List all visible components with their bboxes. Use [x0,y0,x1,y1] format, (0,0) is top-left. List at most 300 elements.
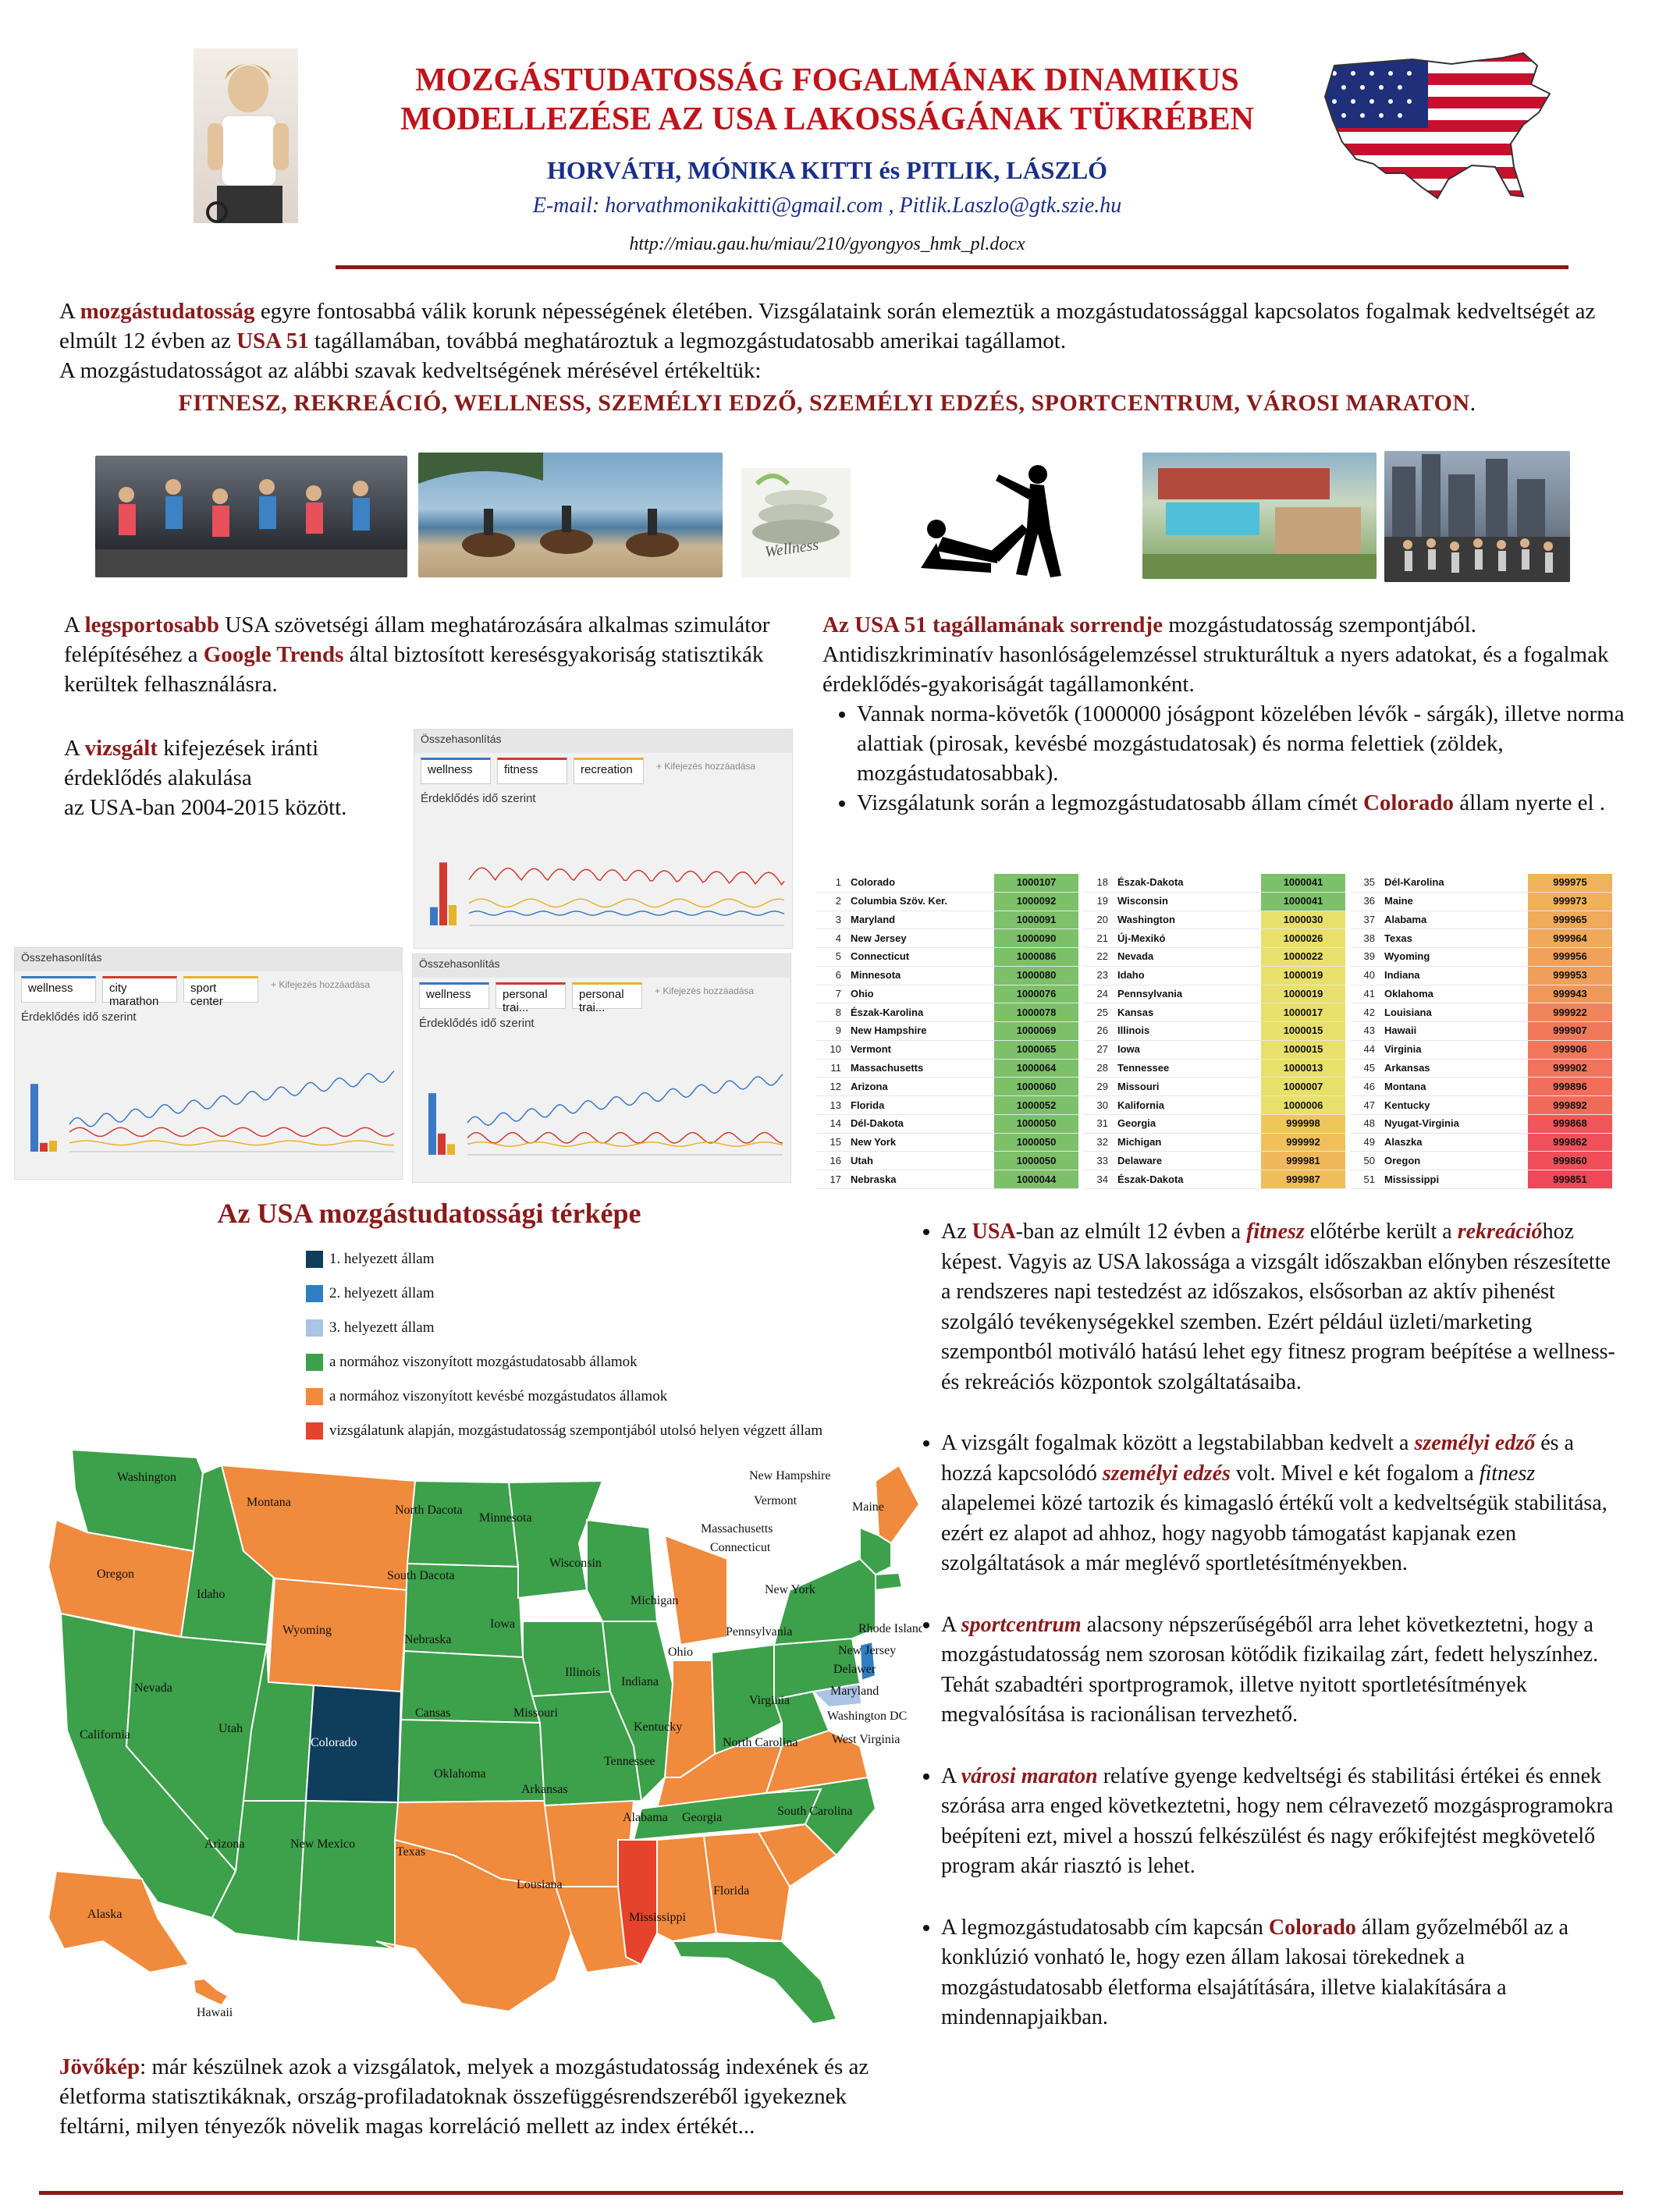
score: 1000030 [1261,911,1345,929]
score: 1000086 [994,948,1078,967]
rank-number: 36 [1350,892,1380,911]
ranking-row [1083,892,1345,911]
rank-number: 20 [1083,911,1113,929]
state-name: New Hampshire [846,1022,994,1041]
label-georgia: Georgia [682,1811,723,1824]
score: 999965 [1528,911,1612,929]
rank-number: 14 [816,1114,846,1133]
state-mississippi [618,1840,657,1965]
ranking-row [816,1078,1078,1096]
chip[interactable]: personal trai... [496,982,566,1009]
label-indiana: Indiana [621,1675,659,1688]
text: A vizsgált fogalmak között a legstabilabban kedvelt a [941,1431,1415,1455]
state-name: Utah [846,1152,994,1170]
ranking-row [1083,911,1345,929]
average-bar [449,905,456,925]
score: 999902 [1528,1059,1612,1078]
state-name: Missouri [1113,1078,1261,1096]
label-rhode-island: Rhode Island [858,1622,922,1635]
ranking-row [816,1040,1078,1059]
ranking-row [816,1022,1078,1041]
state-name: Oregon [1380,1152,1528,1170]
ranking-row [816,929,1078,948]
rank-number: 26 [1083,1022,1113,1041]
label-hawaii: Hawaii [197,2006,233,2019]
state-name: Virginia [1380,1040,1528,1059]
score: 999992 [1261,1133,1345,1152]
score: 1000007 [1261,1078,1345,1096]
label-nevada: Nevada [134,1681,172,1695]
legend-swatch [306,1285,323,1302]
score: 999896 [1528,1078,1612,1096]
chart-label: Érdeklődés idő szerint [419,1017,535,1030]
ranking-row [1083,1059,1345,1078]
conclusions [913,1217,1623,2033]
text: alacsony népszerűségéből arra lehet következtetni, hogy a mozgástudatosság nem szorosan kötődik fizikailag zárt, fedett helyszínhez. Tehát szabadtéri sportprogramok, illetve nyitott sportletésítmények megvalósítása is racionálisan tervezhető. [941,1612,1599,1727]
title-line-2: MODELLEZÉSE AZ USA LAKOSSÁGÁNAK TÜKRÉBEN [400,101,1254,137]
rank-number: 6 [816,966,846,985]
ranking-row [1350,874,1612,892]
chip[interactable]: fitness [497,758,567,784]
legend-swatch [306,1251,323,1268]
label-south-carolina: South Carolina [777,1805,853,1818]
ranking-row [1083,1078,1345,1096]
state-name: Georgia [1113,1114,1261,1133]
horse-riding-beach-photo [418,453,723,577]
score: 1000006 [1261,1096,1345,1115]
state-name: New York [846,1133,994,1152]
label-arkansas: Arkansas [521,1783,568,1796]
legend-item [306,1379,852,1414]
text: állam győzelméből az a konklúzió vonható le, hogy ezen állam lakosai törekednek a mozgástudatosabb életforma elsajátítására, illetve kialakítására a mindennapjaikban. [941,1915,1568,2029]
state-name: Tennessee [1113,1059,1261,1078]
rank-number: 43 [1350,1022,1380,1041]
label-wisconsin: Wisconsin [549,1557,602,1570]
future-outlook [59,2052,871,2141]
score: 1000069 [994,1022,1078,1041]
conclusion-marathon [941,1762,1623,1882]
label-connecticut: Connecticut [710,1541,771,1554]
author-photo [194,48,298,223]
rank-number: 33 [1083,1152,1113,1170]
ranking-row [1083,1040,1345,1059]
state-name: Montana [1380,1078,1528,1096]
keyword-list [47,390,1607,417]
rank-number: 8 [816,1003,846,1022]
legend-label: 2. helyezett állam [329,1285,435,1301]
rank-number: 21 [1083,929,1113,948]
rank-number: 28 [1083,1059,1113,1078]
ranking-row [1083,1022,1345,1041]
label-north-dakota: North Dacota [395,1504,463,1517]
chip[interactable]: personal trai... [572,982,642,1009]
label-new-york: New York [765,1583,815,1596]
score: 999922 [1528,1003,1612,1022]
usa-map [41,1434,922,2027]
rank-number: 31 [1083,1114,1113,1133]
score: 1000052 [994,1096,1078,1115]
rank-number: 2 [816,892,846,911]
label-mississippi: Mississippi [629,1911,686,1924]
score: 1000050 [994,1114,1078,1133]
highlight-varosi-maraton: városi maraton [961,1763,1098,1788]
state-massachusetts [876,1573,902,1590]
right-intro [822,610,1634,818]
series-line [69,1071,394,1127]
label-louisiana: Lousiana [517,1878,563,1891]
state-name: Idaho [1113,966,1261,985]
average-bar [447,1144,455,1155]
text: kifejezések iránti [158,736,319,761]
chip[interactable]: recreation [574,758,644,784]
ranking-row [1083,966,1345,985]
highlight-colorado: Colorado [1362,790,1454,815]
average-bar [430,907,438,925]
state-name: Texas [1380,929,1528,948]
label-new-jersey: New Jersey [838,1644,897,1657]
document-url[interactable]: http://miau.gau.hu/miau/210/gyongyos_hmk_pl.docx [629,234,1025,254]
rank-number: 7 [816,985,846,1003]
score: 1000044 [994,1170,1078,1189]
ranking-row [1350,1040,1612,1059]
text: által biztosított keresésgyakoriság statisztikák kerültek felhasználásra. [64,642,764,697]
sport-center-aerial-photo [1142,453,1377,579]
label-virginia: Virginia [749,1694,790,1707]
label-delaware: Delawer [833,1663,876,1676]
intro-text: egyre fontosabbá válik korunk népességének életében. Vizsgálataink során elemeztük a mozgástudatossággal kapcsolatos fogalmak kedveltségét az elmúlt 12 évben az [59,299,1596,353]
conclusion-fitness [941,1217,1623,1397]
state-name: Hawaii [1380,1022,1528,1041]
ranking-row [816,1114,1078,1133]
state-name: Arkansas [1380,1059,1528,1078]
ranking-heading: Az USA 51 tagállamának sorrendje [822,612,1163,637]
intro-text: tagállamában, továbbá meghatároztuk a legmozgástudatosabb amerikai tagállamot. [308,328,1067,353]
state-name: Iowa [1113,1040,1261,1059]
chip[interactable]: wellness [421,758,491,784]
conclusion-colorado [941,1913,1623,2033]
rank-number: 29 [1083,1078,1113,1096]
score: 999981 [1261,1152,1345,1170]
score: 1000090 [994,929,1078,948]
ranking-row [816,948,1078,967]
trends-chart-3 [412,953,791,1183]
score: 1000015 [1261,1040,1345,1059]
rank-number: 13 [816,1096,846,1115]
rank-number: 18 [1083,874,1113,892]
ranking-row [1083,1003,1345,1022]
state-name: Minnesota [846,966,994,985]
average-bar [40,1143,48,1152]
ranking-row [1350,1059,1612,1078]
label-montana: Montana [247,1496,291,1509]
state-name: Nyugat-Virginia [1380,1114,1528,1133]
ranking-row [1350,985,1612,1003]
highlight-rekreacio: rekreáció [1457,1220,1543,1244]
ranking-row [816,1152,1078,1170]
highlight-fitnesz: fitnesz [1246,1220,1305,1244]
trends-bar: Összehasonlítás [414,730,792,753]
score: 1000019 [1261,985,1345,1003]
highlight-sportcentrum: sportcentrum [961,1612,1082,1637]
left-paragraph-1 [64,610,798,699]
score: 999953 [1528,966,1612,985]
series-line [467,1142,783,1146]
highlight-szemelyi-edzes: személyi edzés [1102,1461,1231,1486]
state-name: Kentucky [1380,1096,1528,1115]
series-line [69,1127,394,1136]
rank-number: 27 [1083,1040,1113,1059]
rank-number: 24 [1083,985,1113,1003]
label-south-dakota: South Dacota [387,1569,455,1582]
state-new-mexico [298,1801,398,1949]
ranking-row [816,985,1078,1003]
text: volt. Mivel e két fogalom a [1230,1461,1480,1486]
ranking-row [1350,1114,1612,1133]
label-florida: Florida [713,1884,750,1898]
label-michigan: Michigan [631,1594,679,1607]
label-north-carolina: North Carolina [723,1736,798,1749]
score: 999862 [1528,1133,1612,1152]
state-name: Észak-Karolina [846,1003,994,1022]
score: 999943 [1528,985,1612,1003]
rank-number: 16 [816,1152,846,1170]
rank-number: 37 [1350,911,1380,929]
text: Vannak norma-követők (1000000 jóságpont közelében lévők - sárgák), illetve norma alattiak (pirosak, kevésbé mozgástudatosak) és norma felettiek (zöldek, mozgástudatosabbak). [857,701,1625,786]
score: 1000065 [994,1040,1078,1059]
intro-text: A [59,299,80,324]
rank-number: 30 [1083,1096,1113,1115]
keywords: FITNESZ, REKREÁCIÓ, WELLNESS, SZEMÉLYI EDZŐ, SZEMÉLYI EDZÉS, SPORTCENTRUM, VÁROSI MARATON [178,390,1470,416]
state-name: Kansas [1113,1003,1261,1022]
future-label: Jövőkép [59,2054,140,2079]
label-pennsylvania: Pennsylvania [726,1625,793,1639]
highlight-google-trends: Google Trends [203,642,344,667]
score: 999906 [1528,1040,1612,1059]
ranking-col-3 [1350,874,1612,1189]
legend-swatch [306,1319,323,1337]
ranking-row [1083,1152,1345,1170]
state-name: Illinois [1113,1022,1261,1041]
state-name: Dél-Karolina [1380,874,1528,892]
ranking-row [1350,1003,1612,1022]
add-term[interactable]: + Kifejezés hozzáadása [271,979,371,990]
intro-highlight-usa51: USA 51 [236,328,309,353]
ranking-row [1350,929,1612,948]
average-bar [428,1093,436,1155]
label-tennessee: Tennessee [604,1755,655,1768]
highlight-vizsgalt: vizsgált [84,736,158,761]
ranking-row [1350,1096,1612,1115]
ranking-row [1083,948,1345,967]
ranking-row [816,1059,1078,1078]
score: 1000076 [994,985,1078,1003]
state-name: Columbia Szöv. Ker. [846,892,994,911]
state-name: Arizona [846,1078,994,1096]
rank-number: 25 [1083,1003,1113,1022]
map-legend [306,1242,852,1448]
ranking-row [816,966,1078,985]
ranking-row [1083,1133,1345,1152]
highlight-usa: USA [972,1220,1016,1244]
trends-bar: Összehasonlítás [15,948,402,971]
rank-number: 38 [1350,929,1380,948]
ranking-row [816,892,1078,911]
email-line: E-mail: horvathmonikakitti@gmail.com , Pitlik.Laszlo@gtk.szie.hu [532,194,1122,218]
state-name: Louisiana [1380,1003,1528,1022]
state-name: Indiana [1380,966,1528,985]
score: 999964 [1528,929,1612,948]
text: A [941,1612,961,1637]
trends-chips [15,971,402,1007]
label-washington: Washington [117,1471,177,1484]
intro-second-line: A mozgástudatosságot az alábbi szavak kedveltségének mérésével értékeltük: [59,358,762,383]
label-illinois: Illinois [565,1666,601,1679]
chip[interactable]: city marathon [102,976,177,1003]
legend-swatch [306,1354,323,1371]
ranking-row [1083,929,1345,948]
usa-flag-map [1319,50,1561,207]
usa-map-svg [41,1434,922,2027]
trends-chips [413,978,790,1014]
rank-number: 1 [816,874,846,892]
text: Az [941,1220,972,1244]
score: 999892 [1528,1096,1612,1115]
score: 999998 [1261,1114,1345,1133]
label-ohio: Ohio [668,1646,693,1659]
rank-number: 39 [1350,948,1380,967]
label-colorado: Colorado [311,1736,357,1749]
legend-item [306,1311,852,1345]
future-text: : már készülnek azok a vizsgálatok, melyek a mozgástudatosság indexének és az életforma statisztikáknak, ország-profiladatoknak összefüggésrendszeréből igyekeznek feltárni, milyen tényezők növelik magas korreláció mellett az index értékét... [59,2054,869,2139]
state-name: Ohio [846,985,994,1003]
ranking-row [816,911,1078,929]
highlight-fitnesz: fitnesz [1479,1461,1536,1486]
legend-label: 1. helyezett állam [329,1251,435,1267]
ranking-row [1350,1133,1612,1152]
text: Vizsgálatunk során a legmozgástudatosabb állam címét [857,790,1363,815]
series-line [469,868,784,885]
ranking-row [1350,892,1612,911]
score: 1000078 [994,1003,1078,1022]
series-line [469,899,784,907]
text: USA szövetségi állam meghatározására alkalmas szimulátor felépítéséhez a [64,612,770,667]
rank-number: 19 [1083,892,1113,911]
ranking-row [1350,1152,1612,1170]
label-maine: Maine [852,1500,884,1514]
text: mozgástudatosság szempontjából. [1163,612,1476,637]
state-name: Oklahoma [1380,985,1528,1003]
score: 1000041 [1261,874,1345,892]
rank-number: 41 [1350,985,1380,1003]
score: 1000017 [1261,1003,1345,1022]
rank-number: 40 [1350,966,1380,985]
state-name: Alaszka [1380,1133,1528,1152]
rank-number: 5 [816,948,846,967]
state-florida [673,1941,837,2024]
rank-number: 22 [1083,948,1113,967]
rank-number: 47 [1350,1096,1380,1115]
state-name: Pennsylvania [1113,985,1261,1003]
woman-cycling-photo [194,48,298,223]
label-california: California [80,1728,130,1742]
rank-number: 12 [816,1078,846,1096]
chip[interactable]: wellness [419,982,489,1009]
chip[interactable]: wellness [21,976,96,1003]
legend-label: a normához viszonyított kevésbé mozgástudatos államok [329,1388,668,1404]
label-idaho: Idaho [197,1588,226,1601]
score: 1000091 [994,911,1078,929]
rank-number: 11 [816,1059,846,1078]
text: előtérbe került a [1304,1220,1458,1244]
highlight-szemelyi-edzo: személyi edző [1414,1431,1536,1455]
highlight-legsportosabb: legsportosabb [84,612,220,637]
label-vermont: Vermont [754,1494,798,1507]
rank-number: 10 [816,1040,846,1059]
wellness-stones-photo [741,468,851,577]
state-name: Alabama [1380,911,1528,929]
text: érdeklődés alakulása [64,765,252,790]
label-new-mexico: New Mexico [290,1837,356,1851]
legend-item [306,1242,852,1276]
chart2-svg [15,1027,402,1175]
legend-label: vizsgálatunk alapján, mozgástudatosság szempontjából utolsó helyen végzett állam [329,1422,823,1439]
label-alabama: Alabama [623,1811,668,1824]
text: alapelemei közé tartozik és kimagasló értékű volt a kedveltségük stabilitása, ezért ez alapot ad ahhoz, hogy nagyobb támogatást kapjanak ezen szolgáltatások a már meglévő sportletésítményekben. [941,1491,1607,1575]
authors: HORVÁTH, MÓNIKA KITTI és PITLIK, LÁSZLÓ [546,156,1108,184]
ranking-row [816,1170,1078,1189]
wellness-label: Wellness [763,536,820,561]
label-kansas: Cansas [415,1706,451,1720]
score: 1000041 [1261,892,1345,911]
rank-number: 42 [1350,1003,1380,1022]
add-term[interactable]: + Kifejezés hozzáadása [656,761,756,772]
score: 1000026 [1261,929,1345,948]
trends-chips [414,753,792,789]
score: 1000060 [994,1078,1078,1096]
score: 1000050 [994,1133,1078,1152]
ranking-row [1350,911,1612,929]
rank-number: 44 [1350,1040,1380,1059]
text: A [941,1763,961,1788]
state-name: Michigan [1113,1133,1261,1152]
text: A [64,736,85,761]
ranking-col-2 [1083,874,1345,1189]
score: 999987 [1261,1170,1345,1189]
ranking-row [1083,1114,1345,1133]
chip[interactable]: sport center [183,976,258,1003]
score: 1000022 [1261,948,1345,967]
score: 1000080 [994,966,1078,985]
add-term[interactable]: + Kifejezés hozzáadása [655,985,755,996]
ranking-row [1083,985,1345,1003]
series-line [469,911,784,915]
ranking-row [816,874,1078,892]
rank-number: 17 [816,1170,846,1189]
state-name: Mississippi [1380,1170,1528,1189]
label-nebraska: Nebraska [404,1633,452,1646]
label-oklahoma: Oklahoma [434,1767,486,1781]
state-name: Dél-Dakota [846,1114,994,1133]
rank-number: 3 [816,911,846,929]
rank-number: 15 [816,1133,846,1152]
rank-number: 34 [1083,1170,1113,1189]
label-wyoming: Wyoming [282,1624,332,1637]
state-name: Connecticut [846,948,994,967]
score: 999956 [1528,948,1612,967]
state-name: Nebraska [846,1170,994,1189]
state-iowa [523,1621,610,1696]
average-bar [49,1141,57,1152]
